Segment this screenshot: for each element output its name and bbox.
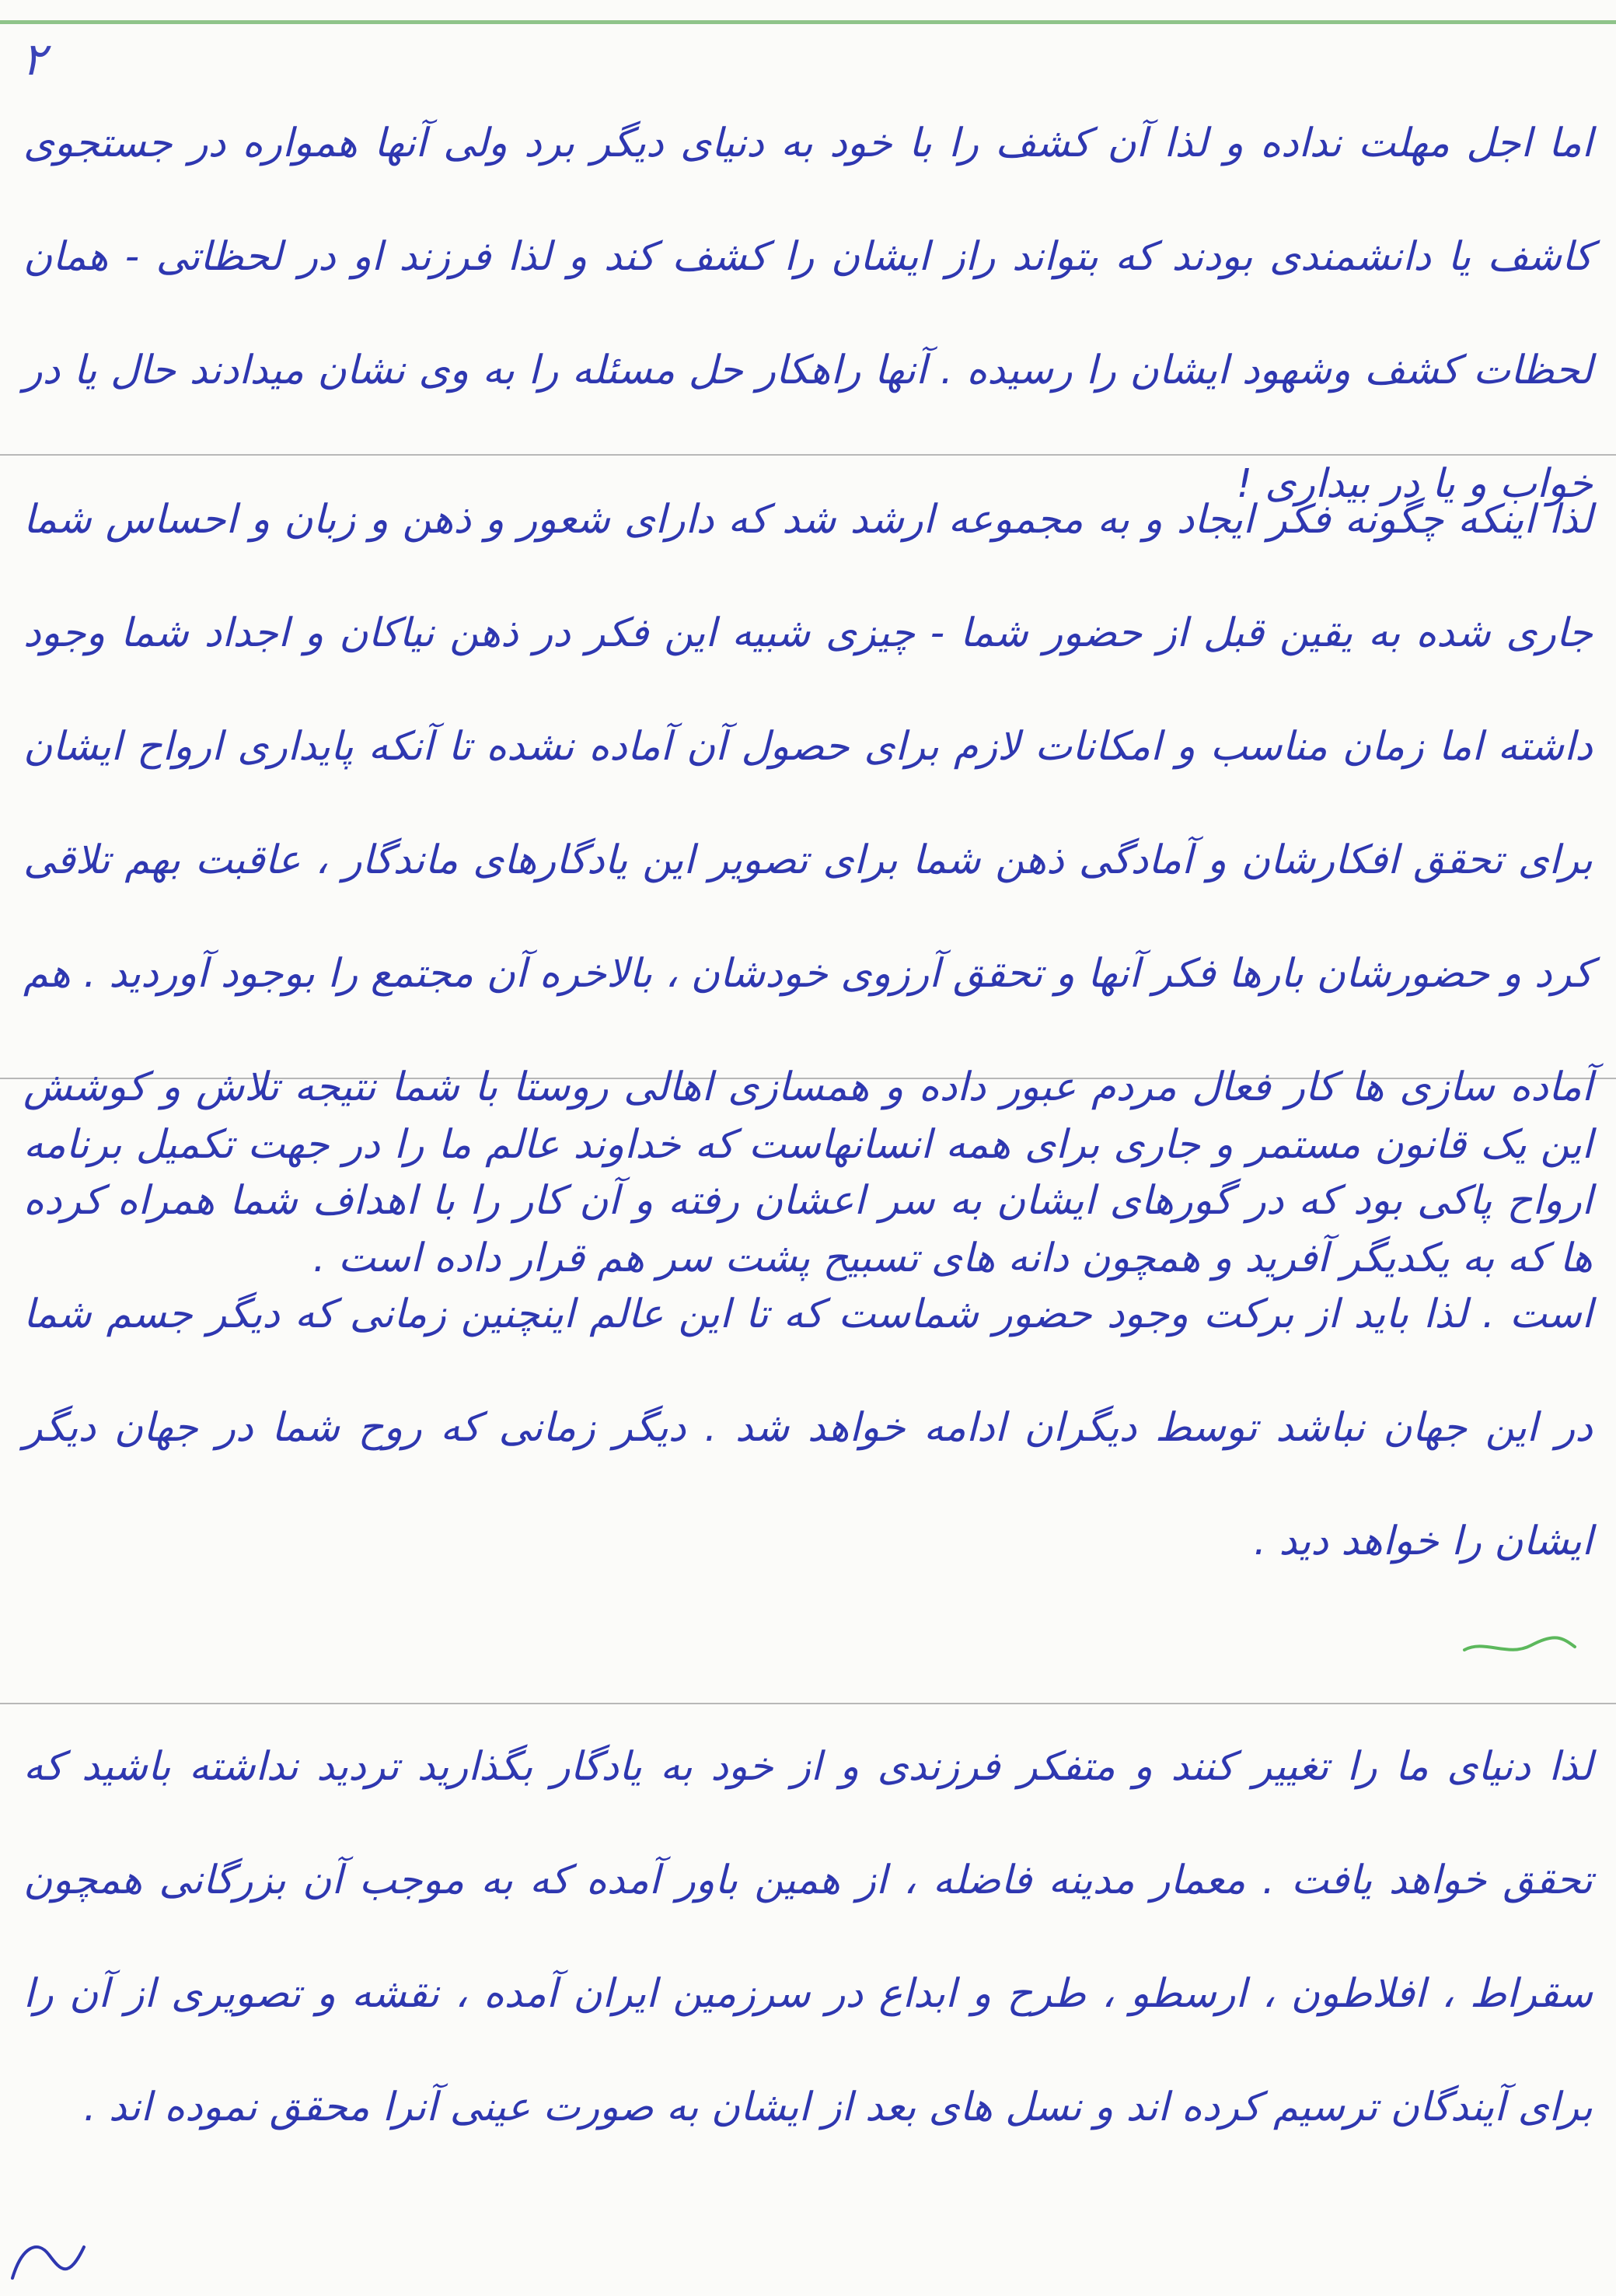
green-ink-underline: [1461, 1631, 1578, 1659]
page-number: ۲: [22, 33, 47, 86]
paragraph-3: این یک قانون مستمر و جاری برای همه انسانهاست که خداوند عالم ما را در جهت تکمیل برنامه ها که به یکدیگر آفرید و همچون دانه های تسبیح پشت سر هم قرار داده است .: [23, 1122, 1593, 1281]
paragraph-2: لذا اینکه چگونه فکر ایجاد و به مجموعه ارشد شد که دارای شعور و ذهن و زبان و احساس شما جاری شده به یقین قبل از حضور شما - چیزی شبیه این فکر در ذهن نیاکان و اجداد شما وجود داشته اما زمان مناسب و امکانات لازم برای حصول آن آماده نشده تا آنکه پایداری ارواح ایشان برای تحقق افکارشان و آمادگی ذهن شما برای تصویر این یادگارهای ماندگار ، عاقبت بهم تلاقی کرد و حضورشان بارها فکر آنها و تحقق آرزوی خودشان ، بالاخره آن مجتمع را بوجود آوردید . هم آماده سازی ها کار فعال مردم عبور داده و همسازی اهالی روستا با شما نتیجه تلاش و کوشش ارواح پاکی بود که در گورهای ایشان به سر اعشان رفته و آن کار را با اهداف شما همراه کرده است . لذا باید از برکت وجود حضور شماست که تا این عالم اینچنین زمانی که دیگر جسم شما در این جهان نباشد توسط دیگران ادامه خواهد شد . دیگر زمانی که روح شما در جهان دیگر ایشان را خواهد دید .: [23, 497, 1593, 1564]
page-top-edge-rule: [0, 20, 1616, 24]
paragraph-4: لذا دنیای ما را تغییر کنند و متفکر فرزندی و از خود به یادگار بگذارید تردید نداشته باشید که تحقق خواهد یافت . معمار مدینه فاضله ، از همین باور آمده که به موجب آن بزرگانی همچون سقراط ، افلاطون ، ارسطو ، طرح و ابداع در سرزمین ایران آمده ، نقشه و تصویری از آن را برای آیندگان ترسیم کرده اند و نسل های بعد از ایشان به صورت عینی آنرا محقق نموده اند .: [23, 1744, 1593, 2130]
paragraph-1: اما اجل مهلت نداده و لذا آن کشف را با خود به دنیای دیگر برد ولی آنها همواره در جستجوی کاشف یا دانشمندی بودند که بتواند راز ایشان را کشف کند و لذا فرزند او در لحظاتی - همان لحظات کشف وشهود ایشان را رسیده . آنها راهکار حل مسئله را به وی نشان میدادند حال یا در خواب و یا در بیداری !: [23, 121, 1593, 507]
corner-pen-mark: [6, 2231, 92, 2286]
paper-fold-line: [0, 1703, 1616, 1704]
